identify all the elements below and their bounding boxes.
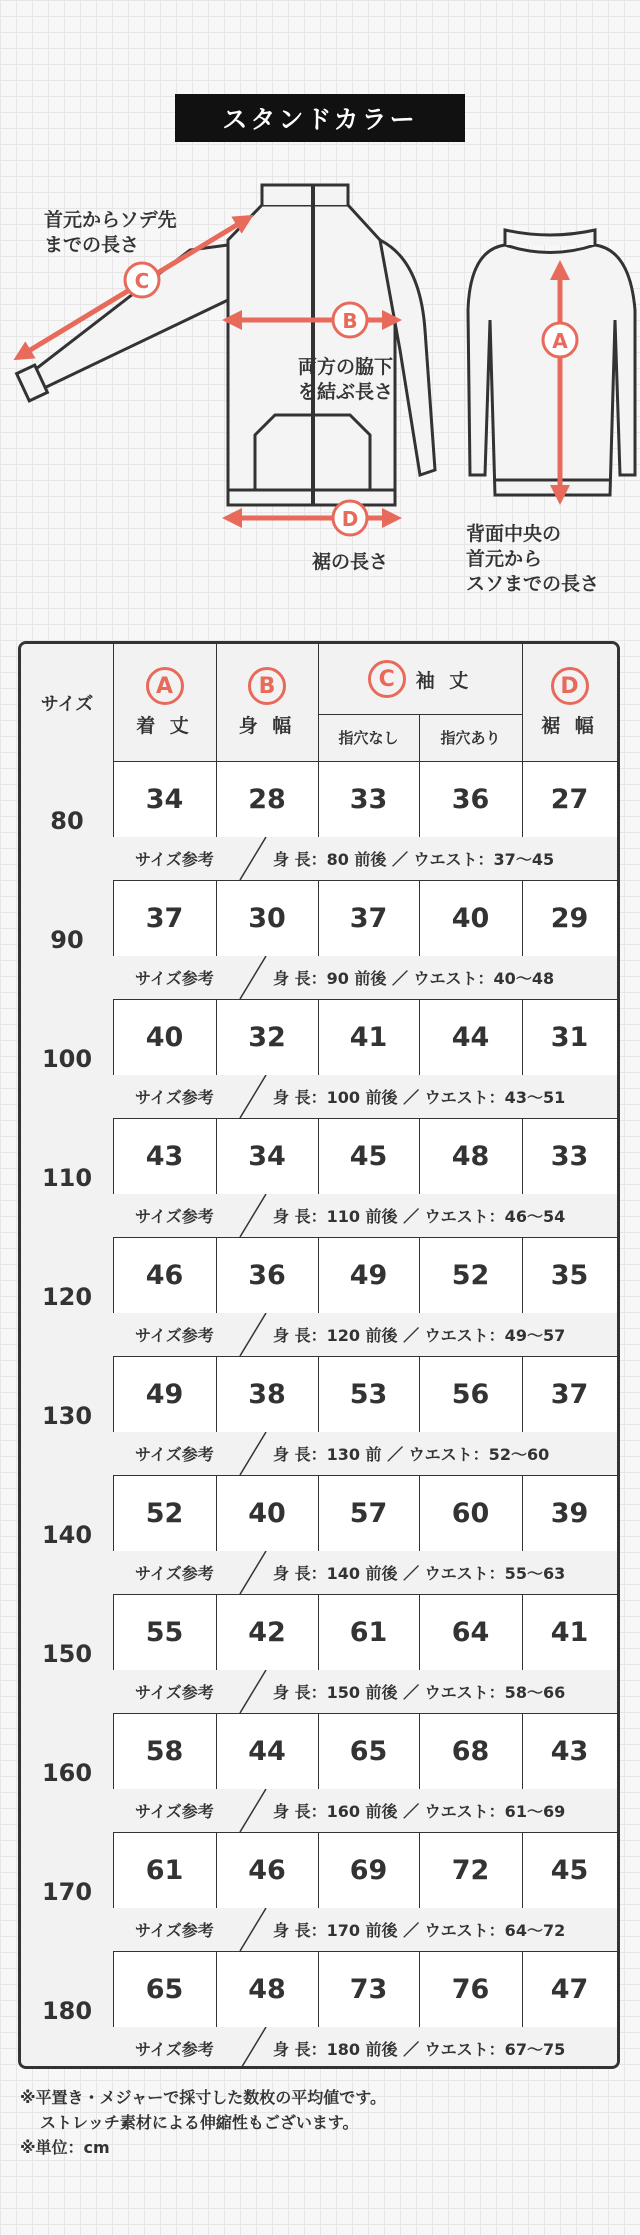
table-row-size [21,1832,113,1951]
value-a: 55 [145,1616,184,1648]
value-a: 49 [145,1378,184,1410]
header-col_d [522,644,617,761]
size-reference-row [113,1313,617,1356]
ref-label: サイズ参考 [135,1564,214,1583]
table-row-size [21,1118,113,1237]
table-cell-d [522,1237,617,1313]
table-cell-a [113,1237,216,1313]
value-a: 65 [145,1973,184,2005]
table-cell-a [113,1951,216,2027]
size-value: 130 [41,1401,93,1430]
ref-label: サイズ参考 [135,850,214,869]
badge-d [333,501,367,535]
table-cell-d [522,1951,617,2027]
table-row-size [21,1237,113,1356]
ref-text: 身 長：100 前後 ／ ウエスト：43〜51 [273,1088,566,1107]
table-cell-a [113,1118,216,1194]
value-c2: 60 [451,1497,490,1529]
note-line-1: ※平置き・メジャーで採寸した数枚の平均値です。 [20,2088,386,2107]
value-d: 43 [550,1735,589,1767]
table-cell-c2 [419,1475,522,1551]
divider-slash [238,1670,268,1713]
value-a: 40 [145,1021,184,1053]
header-col_b [216,644,318,761]
table-cell-c1 [318,1237,419,1313]
table-cell-a [113,880,216,956]
table-cell-c1 [318,1594,419,1670]
value-c2: 44 [451,1021,490,1053]
value-d: 31 [550,1021,589,1053]
divider-slash [238,1194,268,1237]
value-b: 36 [248,1259,286,1291]
note-line-3: ※単位：cm [20,2138,110,2157]
table-cell-d [522,1713,617,1789]
ref-label: サイズ参考 [135,1802,214,1821]
table-cell-c1 [318,1713,419,1789]
value-a: 58 [145,1735,184,1767]
header-col_a [113,644,216,761]
table-cell-c2 [419,1356,522,1432]
table-cell-a [113,1832,216,1908]
value-b: 32 [248,1021,286,1053]
size-value: 120 [41,1282,93,1311]
table-cell-c1 [318,1951,419,2027]
sub2-text: 指穴あり [440,729,501,747]
value-c2: 36 [451,783,490,815]
table-cell-b [216,999,318,1075]
value-c1: 33 [349,783,388,815]
value-b: 30 [248,902,286,934]
col_d-badge: D [551,667,589,705]
ref-text: 身 長：90 前後 ／ ウエスト：40〜48 [273,969,555,988]
value-b: 34 [248,1140,286,1172]
value-d: 39 [550,1497,589,1529]
value-d: 47 [550,1973,589,2005]
table-cell-a [113,999,216,1075]
label-d-text: 裾の長さ [312,551,389,573]
value-c1: 57 [349,1497,388,1529]
ref-label: サイズ参考 [135,1683,214,1702]
divider-slash [238,1075,268,1118]
value-c2: 48 [451,1140,490,1172]
size-reference-row [113,837,617,880]
label-body-length [466,522,599,597]
value-c2: 40 [451,902,490,934]
table-cell-c1 [318,1118,419,1194]
table-cell-d [522,761,617,837]
size-reference-row [113,2027,617,2069]
col_c-label: 袖 丈 [415,669,473,692]
value-d: 33 [550,1140,589,1172]
value-c1: 45 [349,1140,388,1172]
table-cell-c1 [318,1356,419,1432]
ref-label: サイズ参考 [135,1921,214,1940]
table-cell-d [522,1475,617,1551]
table-cell-b [216,1951,318,2027]
value-a: 37 [145,902,184,934]
size-value: 100 [41,1044,93,1073]
ref-text: 身 長：140 前後 ／ ウエスト：55〜63 [273,1564,566,1583]
size-value: 150 [41,1639,93,1668]
table-cell-b [216,880,318,956]
value-a: 34 [145,783,184,815]
size-value: 170 [41,1877,93,1906]
table-cell-c2 [419,761,522,837]
value-c1: 41 [349,1021,388,1053]
table-cell-c2 [419,1713,522,1789]
size-reference-row [113,956,617,999]
table-cell-c2 [419,1118,522,1194]
value-d: 35 [550,1259,589,1291]
header-size-text: サイズ [40,693,94,715]
table-cell-d [522,1118,617,1194]
table-row-size [21,761,113,880]
table-cell-b [216,761,318,837]
table-cell-d [522,1356,617,1432]
size-table [18,641,620,2069]
ref-text: 身 長：120 前後 ／ ウエスト：49〜57 [273,1326,566,1345]
size-value: 80 [50,806,84,835]
table-cell-b [216,1713,318,1789]
badge-b [333,303,367,337]
col_d-label: 裾 幅 [541,715,598,737]
col_c-badge: C [368,660,406,698]
page-title: スタンドカラー [175,94,465,142]
table-cell-c1 [318,1832,419,1908]
value-c2: 72 [451,1854,490,1886]
table-row-size [21,1594,113,1713]
label-b-text: 両方の脇下 を結ぶ長さ [298,356,394,403]
value-b: 38 [248,1378,286,1410]
col_a-badge: A [146,667,184,705]
ref-text: 身 長：80 前後 ／ ウエスト：37〜45 [273,850,555,869]
badge-c [125,263,159,297]
table-row-size [21,999,113,1118]
table-cell-a [113,1356,216,1432]
value-c1: 73 [349,1973,388,2005]
size-reference-row [113,1908,617,1951]
value-c2: 64 [451,1616,490,1648]
label-c-text: 首元からソデ先 までの長さ [44,209,177,256]
table-cell-c1 [318,761,419,837]
table-cell-c1 [318,1475,419,1551]
value-b: 44 [248,1735,286,1767]
size-value: 90 [50,925,84,954]
table-cell-c1 [318,880,419,956]
table-cell-a [113,761,216,837]
divider-slash [238,1551,268,1594]
divider-slash [238,2027,268,2069]
table-cell-b [216,1356,318,1432]
value-c1: 69 [349,1854,388,1886]
value-c1: 61 [349,1616,388,1648]
value-d: 41 [550,1616,589,1648]
table-cell-d [522,999,617,1075]
table-row-size [21,1475,113,1594]
size-reference-row [113,1075,617,1118]
size-value: 110 [41,1163,93,1192]
header-size [21,644,113,761]
value-c1: 49 [349,1259,388,1291]
header-col_c [318,644,522,714]
table-cell-b [216,1118,318,1194]
table-cell-a [113,1475,216,1551]
ref-text: 身 長：160 前後 ／ ウエスト：61〜69 [273,1802,566,1821]
table-cell-c2 [419,880,522,956]
ref-text: 身 長：150 前後 ／ ウエスト：58〜66 [273,1683,566,1702]
table-cell-a [113,1594,216,1670]
value-c2: 76 [451,1973,490,2005]
divider-slash [238,956,268,999]
table-cell-b [216,1237,318,1313]
table-cell-c2 [419,1237,522,1313]
value-c2: 56 [451,1378,490,1410]
size-value: 180 [41,1996,93,2025]
svg-text:B: B [342,309,358,333]
divider-slash [238,1908,268,1951]
header-sleeve-no-thumbhole [318,714,419,761]
ref-text: 身 長：130 前 ／ ウエスト：52〜60 [273,1445,550,1464]
badge-a [543,323,577,357]
header-sleeve-thumbhole [419,714,522,761]
ref-label: サイズ参考 [135,1445,214,1464]
table-row-size [21,880,113,999]
value-b: 48 [248,1973,286,2005]
value-c2: 52 [451,1259,490,1291]
table-cell-a [113,1713,216,1789]
value-c1: 37 [349,902,388,934]
table-cell-c2 [419,1951,522,2027]
label-chest-width [298,355,393,405]
divider-slash [238,1432,268,1475]
note-line-2: ストレッチ素材による伸縮性もございます。 [40,2113,359,2132]
value-a: 46 [145,1259,184,1291]
svg-text:A: A [552,329,568,353]
value-b: 40 [248,1497,286,1529]
size-reference-row [113,1789,617,1832]
back-jacket [468,230,635,495]
divider-slash [238,1313,268,1356]
table-cell-b [216,1594,318,1670]
table-cell-c2 [419,1832,522,1908]
value-b: 42 [248,1616,286,1648]
value-d: 45 [550,1854,589,1886]
col_a-label: 着 丈 [136,715,193,737]
value-c1: 53 [349,1378,388,1410]
value-d: 27 [550,783,589,815]
col_b-badge: B [248,667,286,705]
table-row-size [21,1713,113,1832]
divider-slash [238,837,268,880]
ref-label: サイズ参考 [135,1326,214,1345]
ref-label: サイズ参考 [135,1088,214,1107]
size-reference-row [113,1194,617,1237]
value-b: 28 [248,783,286,815]
notes [20,2085,386,2160]
value-d: 37 [550,1378,589,1410]
table-cell-c2 [419,999,522,1075]
table-cell-c2 [419,1594,522,1670]
value-b: 46 [248,1854,286,1886]
value-a: 52 [145,1497,184,1529]
label-sleeve-length [44,208,177,258]
ref-text: 身 長：180 前後 ／ ウエスト：67〜75 [273,2040,566,2059]
size-reference-row [113,1670,617,1713]
label-hem-width [312,550,388,575]
value-d: 29 [550,902,589,934]
label-a-text: 背面中央の 首元から スソまでの長さ [466,523,600,595]
table-cell-d [522,880,617,956]
table-row-size [21,1356,113,1475]
table-cell-d [522,1594,617,1670]
value-a: 43 [145,1140,184,1172]
table-row-size [21,1951,113,2069]
svg-text:C: C [134,269,150,293]
garment-diagram [0,150,640,600]
size-reference-row [113,1432,617,1475]
ref-label: サイズ参考 [135,969,214,988]
sub1-text: 指穴なし [338,729,399,747]
col_b-label: 身 幅 [238,715,296,737]
ref-text: 身 長：170 前後 ／ ウエスト：64〜72 [273,1921,566,1940]
table-cell-b [216,1475,318,1551]
table-cell-d [522,1832,617,1908]
size-value: 160 [41,1758,93,1787]
size-value: 140 [41,1520,93,1549]
table-cell-c1 [318,999,419,1075]
ref-label: サイズ参考 [135,1207,214,1226]
size-reference-row [113,1551,617,1594]
svg-text:D: D [341,507,359,531]
ref-label: サイズ参考 [135,2040,214,2059]
table-cell-b [216,1832,318,1908]
ref-text: 身 長：110 前後 ／ ウエスト：46〜54 [273,1207,566,1226]
value-c1: 65 [349,1735,388,1767]
divider-slash [238,1789,268,1832]
value-a: 61 [145,1854,184,1886]
value-c2: 68 [451,1735,490,1767]
